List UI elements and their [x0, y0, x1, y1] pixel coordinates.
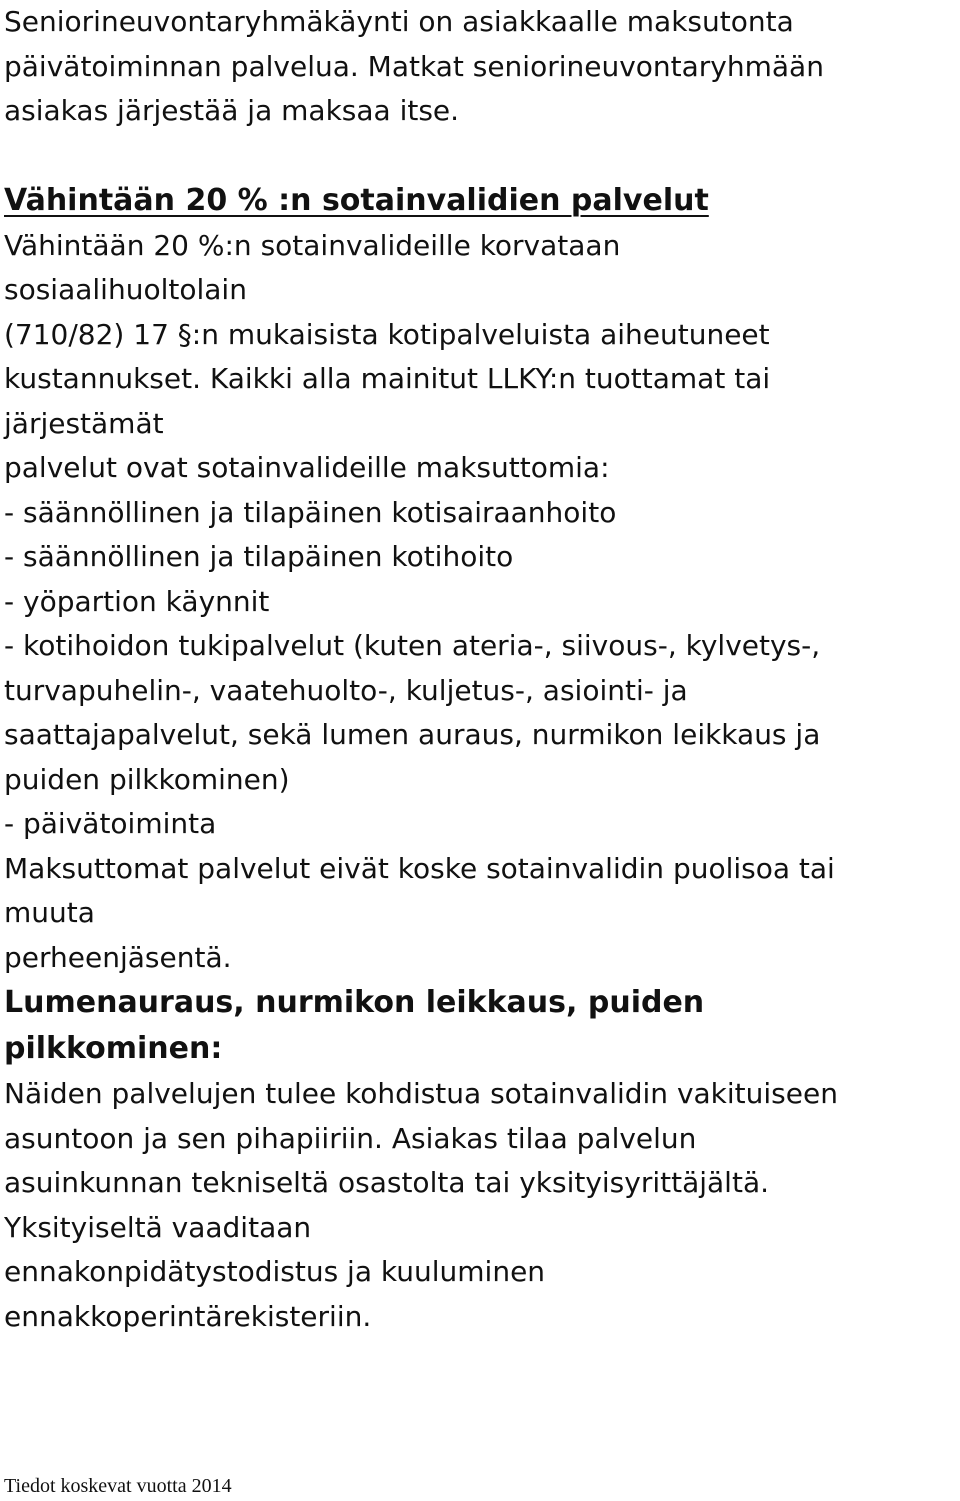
text-line: päivätoiminnan palvelua. Matkat seniorineuvontaryhmään — [4, 49, 824, 83]
text-line: Maksuttomat palvelut eivät koske sotainvalidin puolisoa tai — [4, 851, 835, 885]
text-line: puiden pilkkominen) — [4, 762, 290, 796]
text-line: Vähintään 20 %:n sotainvalideille korvataan — [4, 228, 621, 262]
text-line: ennakkoperintärekisteriin. — [4, 1299, 372, 1333]
list-item: - kotihoidon tukipalvelut (kuten ateria-, siivous-, kylvetys-, — [4, 629, 821, 662]
text-line: asuinkunnan tekniseltä osastolta tai yksityisyrittäjältä. — [4, 1166, 769, 1199]
text-line: Yksityiseltä vaaditaan — [4, 1210, 312, 1244]
text-line: turvapuhelin-, vaatehuolto-, kuljetus-, asiointi- ja — [4, 673, 688, 707]
list-item: - yöpartion käynnit — [4, 584, 270, 618]
text-line: (710/82) 17 §:n mukaisista kotipalveluista aiheutuneet — [4, 317, 770, 351]
section-heading: Vähintään 20 % :n sotainvalidien palvelut — [4, 182, 709, 218]
list-item: - päivätoiminta — [4, 807, 217, 840]
text-line: muuta — [4, 896, 95, 929]
text-line: kustannukset. Kaikki alla mainitut LLKY:n tuottamat tai — [4, 362, 771, 395]
section-heading: pilkkominen: — [4, 1031, 223, 1066]
section-war-invalid-services — [4, 178, 956, 981]
text-line: sosiaalihuoltolain — [4, 273, 247, 306]
text-line: saattajapalvelut, sekä lumen auraus, nurmikon leikkaus ja — [4, 718, 821, 751]
page-footer: Tiedot koskevat vuotta 2014 — [4, 1475, 232, 1497]
text-line: ennakonpidätystodistus ja kuuluminen — [4, 1255, 546, 1288]
document-page — [4, 0, 956, 1339]
list-item: - säännöllinen ja tilapäinen kotisairaanhoito — [4, 495, 617, 529]
section-snow-lawn-wood — [4, 980, 956, 1339]
list-item: - säännöllinen ja tilapäinen kotihoito — [4, 540, 514, 573]
section-heading: Lumenauraus, nurmikon leikkaus, puiden — [4, 985, 705, 1020]
text-line: asuntoon ja sen pihapiiriin. Asiakas tilaa palvelun — [4, 1121, 697, 1155]
intro-paragraph — [4, 0, 956, 134]
text-line: perheenjäsentä. — [4, 940, 232, 974]
text-line: Seniorineuvontaryhmäkäynti on asiakkaalle maksutonta — [4, 5, 794, 38]
paragraph-spacer — [4, 134, 956, 178]
text-line: Näiden palvelujen tulee kohdistua sotainvalidin vakituiseen — [4, 1077, 838, 1110]
text-line: järjestämät — [4, 406, 164, 440]
text-line: asiakas järjestää ja maksaa itse. — [4, 94, 460, 127]
text-line: palvelut ovat sotainvalideille maksuttomia: — [4, 451, 610, 484]
